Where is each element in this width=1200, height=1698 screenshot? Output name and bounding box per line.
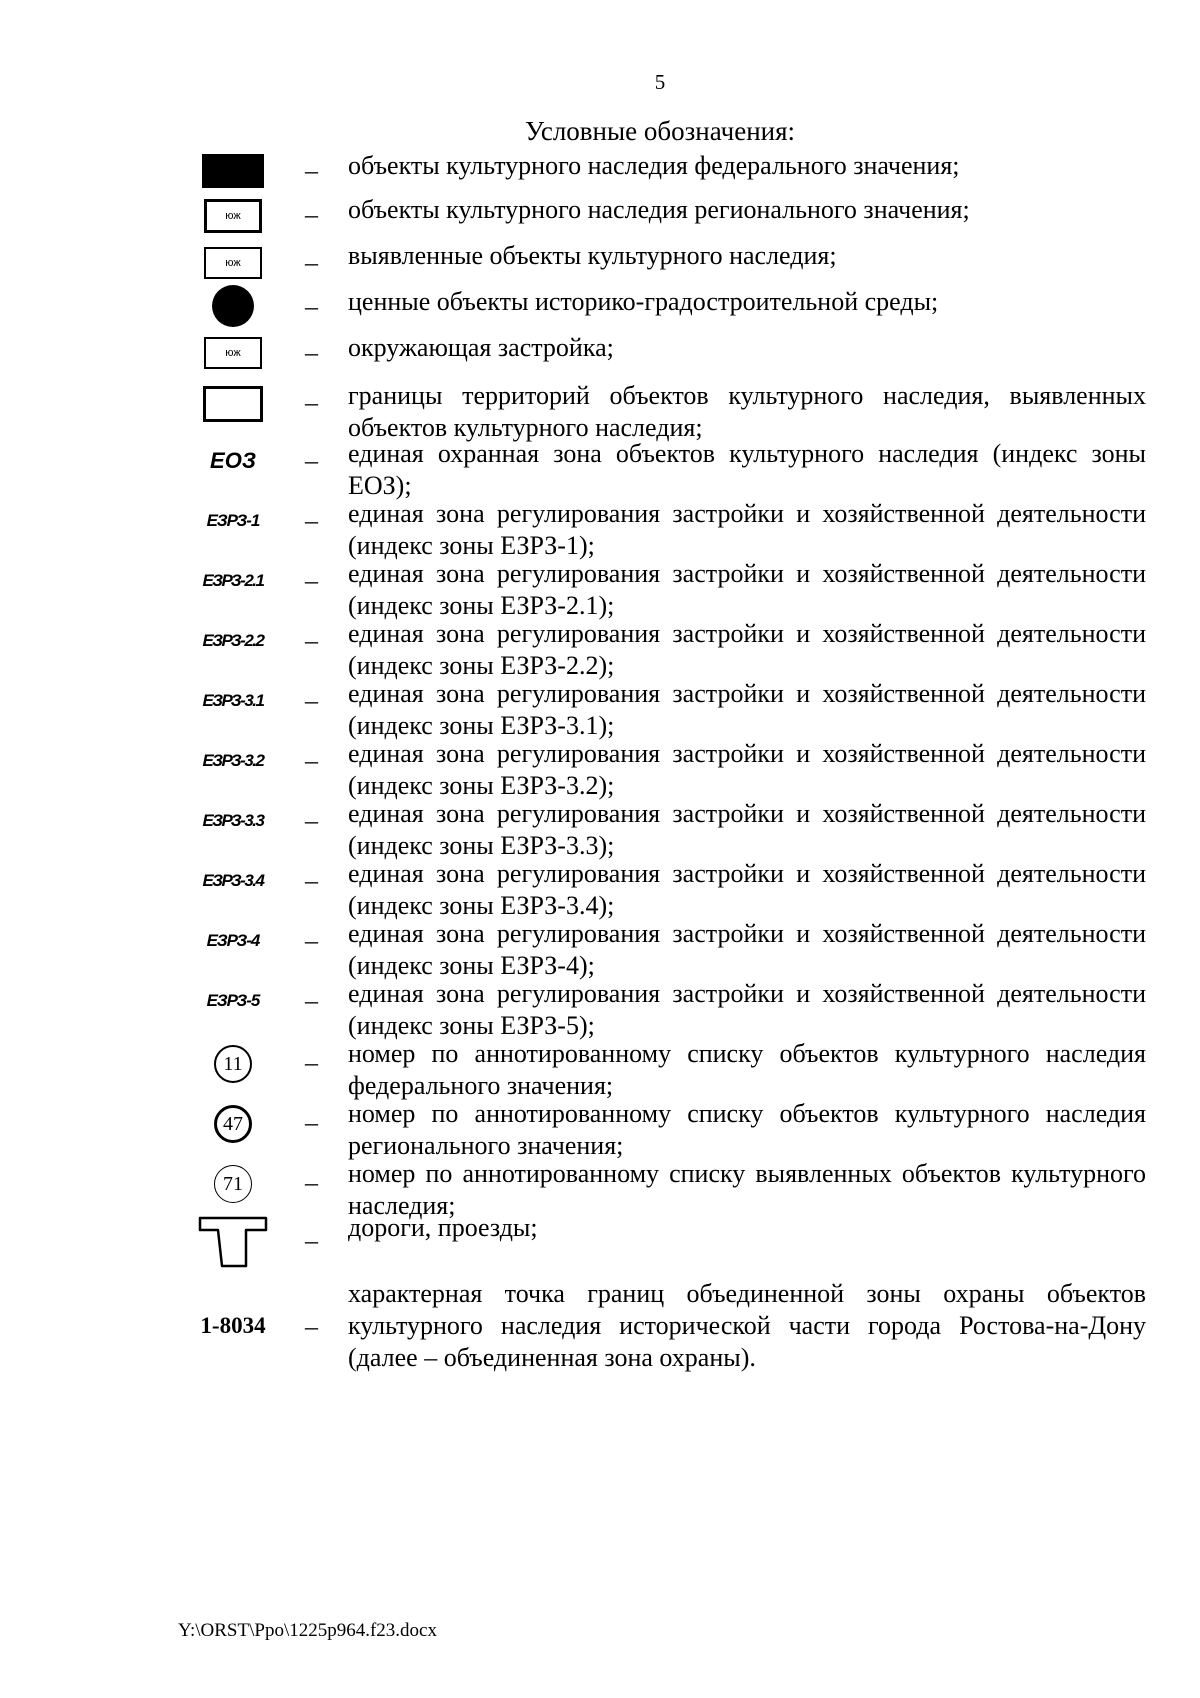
zone-index-ezrz-5: ЕЗРЗ-5: [206, 991, 260, 1010]
legend-item-text: номер по аннотированному списку выявленных объектов культурного наследия;: [348, 1159, 1146, 1220]
legend-item-text: единая зона регулирования застройки и хозяйственной деятельности (индекс зоны ЕЗРЗ-3.1);: [348, 679, 1146, 740]
legend-dash: –: [305, 986, 318, 1015]
zone-index-ezrz-4: ЕЗРЗ-4: [206, 931, 260, 950]
zone-index-ezrz-3-3: ЕЗРЗ-3.3: [202, 811, 264, 830]
legend-item-text: единая зона регулирования застройки и хозяйственной деятельности (индекс зоны ЕЗРЗ-2.1);: [348, 559, 1146, 620]
legend-item-text: номер по аннотированному списку объектов культурного наследия регионального значения;: [348, 1099, 1146, 1160]
legend-dash: –: [305, 388, 318, 417]
legend-dash: –: [305, 1048, 318, 1077]
legend-dash: –: [305, 200, 318, 229]
legend-item-text: объекты культурного наследия федерального значения;: [348, 151, 960, 180]
legend-title: Условные обозначения:: [524, 116, 796, 146]
legend-item-text: границы территорий объектов культурного наследия, выявленных объектов культурного наследия;: [348, 381, 1146, 442]
road-icon: [198, 1216, 268, 1270]
symbol-label: юж: [225, 210, 241, 222]
circle-number: 71: [223, 1172, 243, 1195]
legend-dash: –: [305, 806, 318, 835]
legend-dash: –: [305, 338, 318, 367]
legend-dash: –: [305, 686, 318, 715]
legend-dash: –: [305, 156, 318, 185]
legend-dash: –: [305, 506, 318, 535]
legend-dash: –: [305, 1168, 318, 1197]
surrounding-building-symbol: [204, 337, 262, 369]
boundary-symbol: [203, 386, 263, 422]
legend-item-text: единая зона регулирования застройки и хозяйственной деятельности (индекс зоны ЕЗРЗ-2.2);: [348, 619, 1146, 680]
symbol-label: юж: [225, 257, 241, 269]
legend-item-text: окружающая застройка;: [348, 333, 614, 362]
point-code: 1-8034: [200, 1313, 266, 1338]
legend-item-text: единая зона регулирования застройки и хозяйственной деятельности (индекс зоны ЕЗРЗ-3.4);: [348, 859, 1146, 920]
valuable-object-symbol: [212, 285, 254, 327]
zone-index-ezrz-3-4: ЕЗРЗ-3.4: [202, 871, 264, 890]
legend-dash: –: [305, 1226, 318, 1255]
legend-item-text: единая зона регулирования застройки и хозяйственной деятельности (индекс зоны ЕЗРЗ-1);: [348, 499, 1146, 560]
legend-dash: –: [305, 866, 318, 895]
legend-item-text: дороги, проезды;: [348, 1213, 538, 1242]
document-path: Y:\ORST\Ppo\1225p964.f23.docx: [178, 1620, 437, 1641]
federal-object-symbol: [202, 154, 264, 188]
zone-index-ezrz-3-1: ЕЗРЗ-3.1: [202, 691, 264, 710]
zone-index-ezrz-2-2: ЕЗРЗ-2.2: [202, 631, 264, 650]
legend-item-text: единая зона регулирования застройки и хозяйственной деятельности (индекс зоны ЕЗРЗ-3.3);: [348, 799, 1146, 860]
legend-dash: –: [305, 1312, 318, 1341]
legend-item-text: объекты культурного наследия регионального значения;: [348, 195, 970, 224]
zone-index-ezrz-2-1: ЕЗРЗ-2.1: [202, 571, 264, 590]
legend-dash: –: [305, 1108, 318, 1137]
regional-object-symbol: [204, 199, 262, 233]
legend-item-text: характерная точка границ объединенной зоны охраны объектов культурного наследия исторической части города Ростова-на-Дону (далее – объединенная зона охраны).: [348, 1279, 1146, 1372]
page-number: 5: [654, 70, 666, 94]
legend-item-text: единая зона регулирования застройки и хозяйственной деятельности (индекс зоны ЕЗРЗ-5);: [348, 979, 1146, 1040]
legend-dash: –: [305, 292, 318, 321]
legend-item-text: единая охранная зона объектов культурного наследия (индекс зоны ЕОЗ);: [348, 439, 1146, 500]
number-circle-identified: [214, 1165, 252, 1203]
legend-dash: –: [305, 746, 318, 775]
symbol-label: юж: [225, 347, 241, 359]
legend-dash: –: [305, 626, 318, 655]
zone-index-ezrz-3-2: ЕЗРЗ-3.2: [202, 751, 264, 770]
legend-item-text: выявленные объекты культурного наследия;: [348, 241, 837, 270]
legend-item-text: единая зона регулирования застройки и хозяйственной деятельности (индекс зоны ЕЗРЗ-3.2);: [348, 739, 1146, 800]
identified-object-symbol: [204, 247, 262, 279]
number-circle-regional: [214, 1105, 252, 1143]
number-circle-federal: [214, 1045, 252, 1083]
circle-number: 47: [223, 1112, 243, 1135]
legend-dash: –: [305, 446, 318, 475]
legend-item-text: номер по аннотированному списку объектов культурного наследия федерального значения;: [348, 1039, 1146, 1100]
circle-number: 11: [223, 1052, 243, 1075]
zone-index-ezrz-1: ЕЗРЗ-1: [206, 511, 260, 530]
legend-item-text: ценные объекты историко-градостроительной среды;: [348, 287, 939, 316]
legend-dash: –: [305, 566, 318, 595]
legend-dash: –: [305, 248, 318, 277]
legend-dash: –: [305, 926, 318, 955]
zone-index-eoz: ЕОЗ: [210, 448, 256, 473]
legend-item-text: единая зона регулирования застройки и хозяйственной деятельности (индекс зоны ЕЗРЗ-4);: [348, 919, 1146, 980]
